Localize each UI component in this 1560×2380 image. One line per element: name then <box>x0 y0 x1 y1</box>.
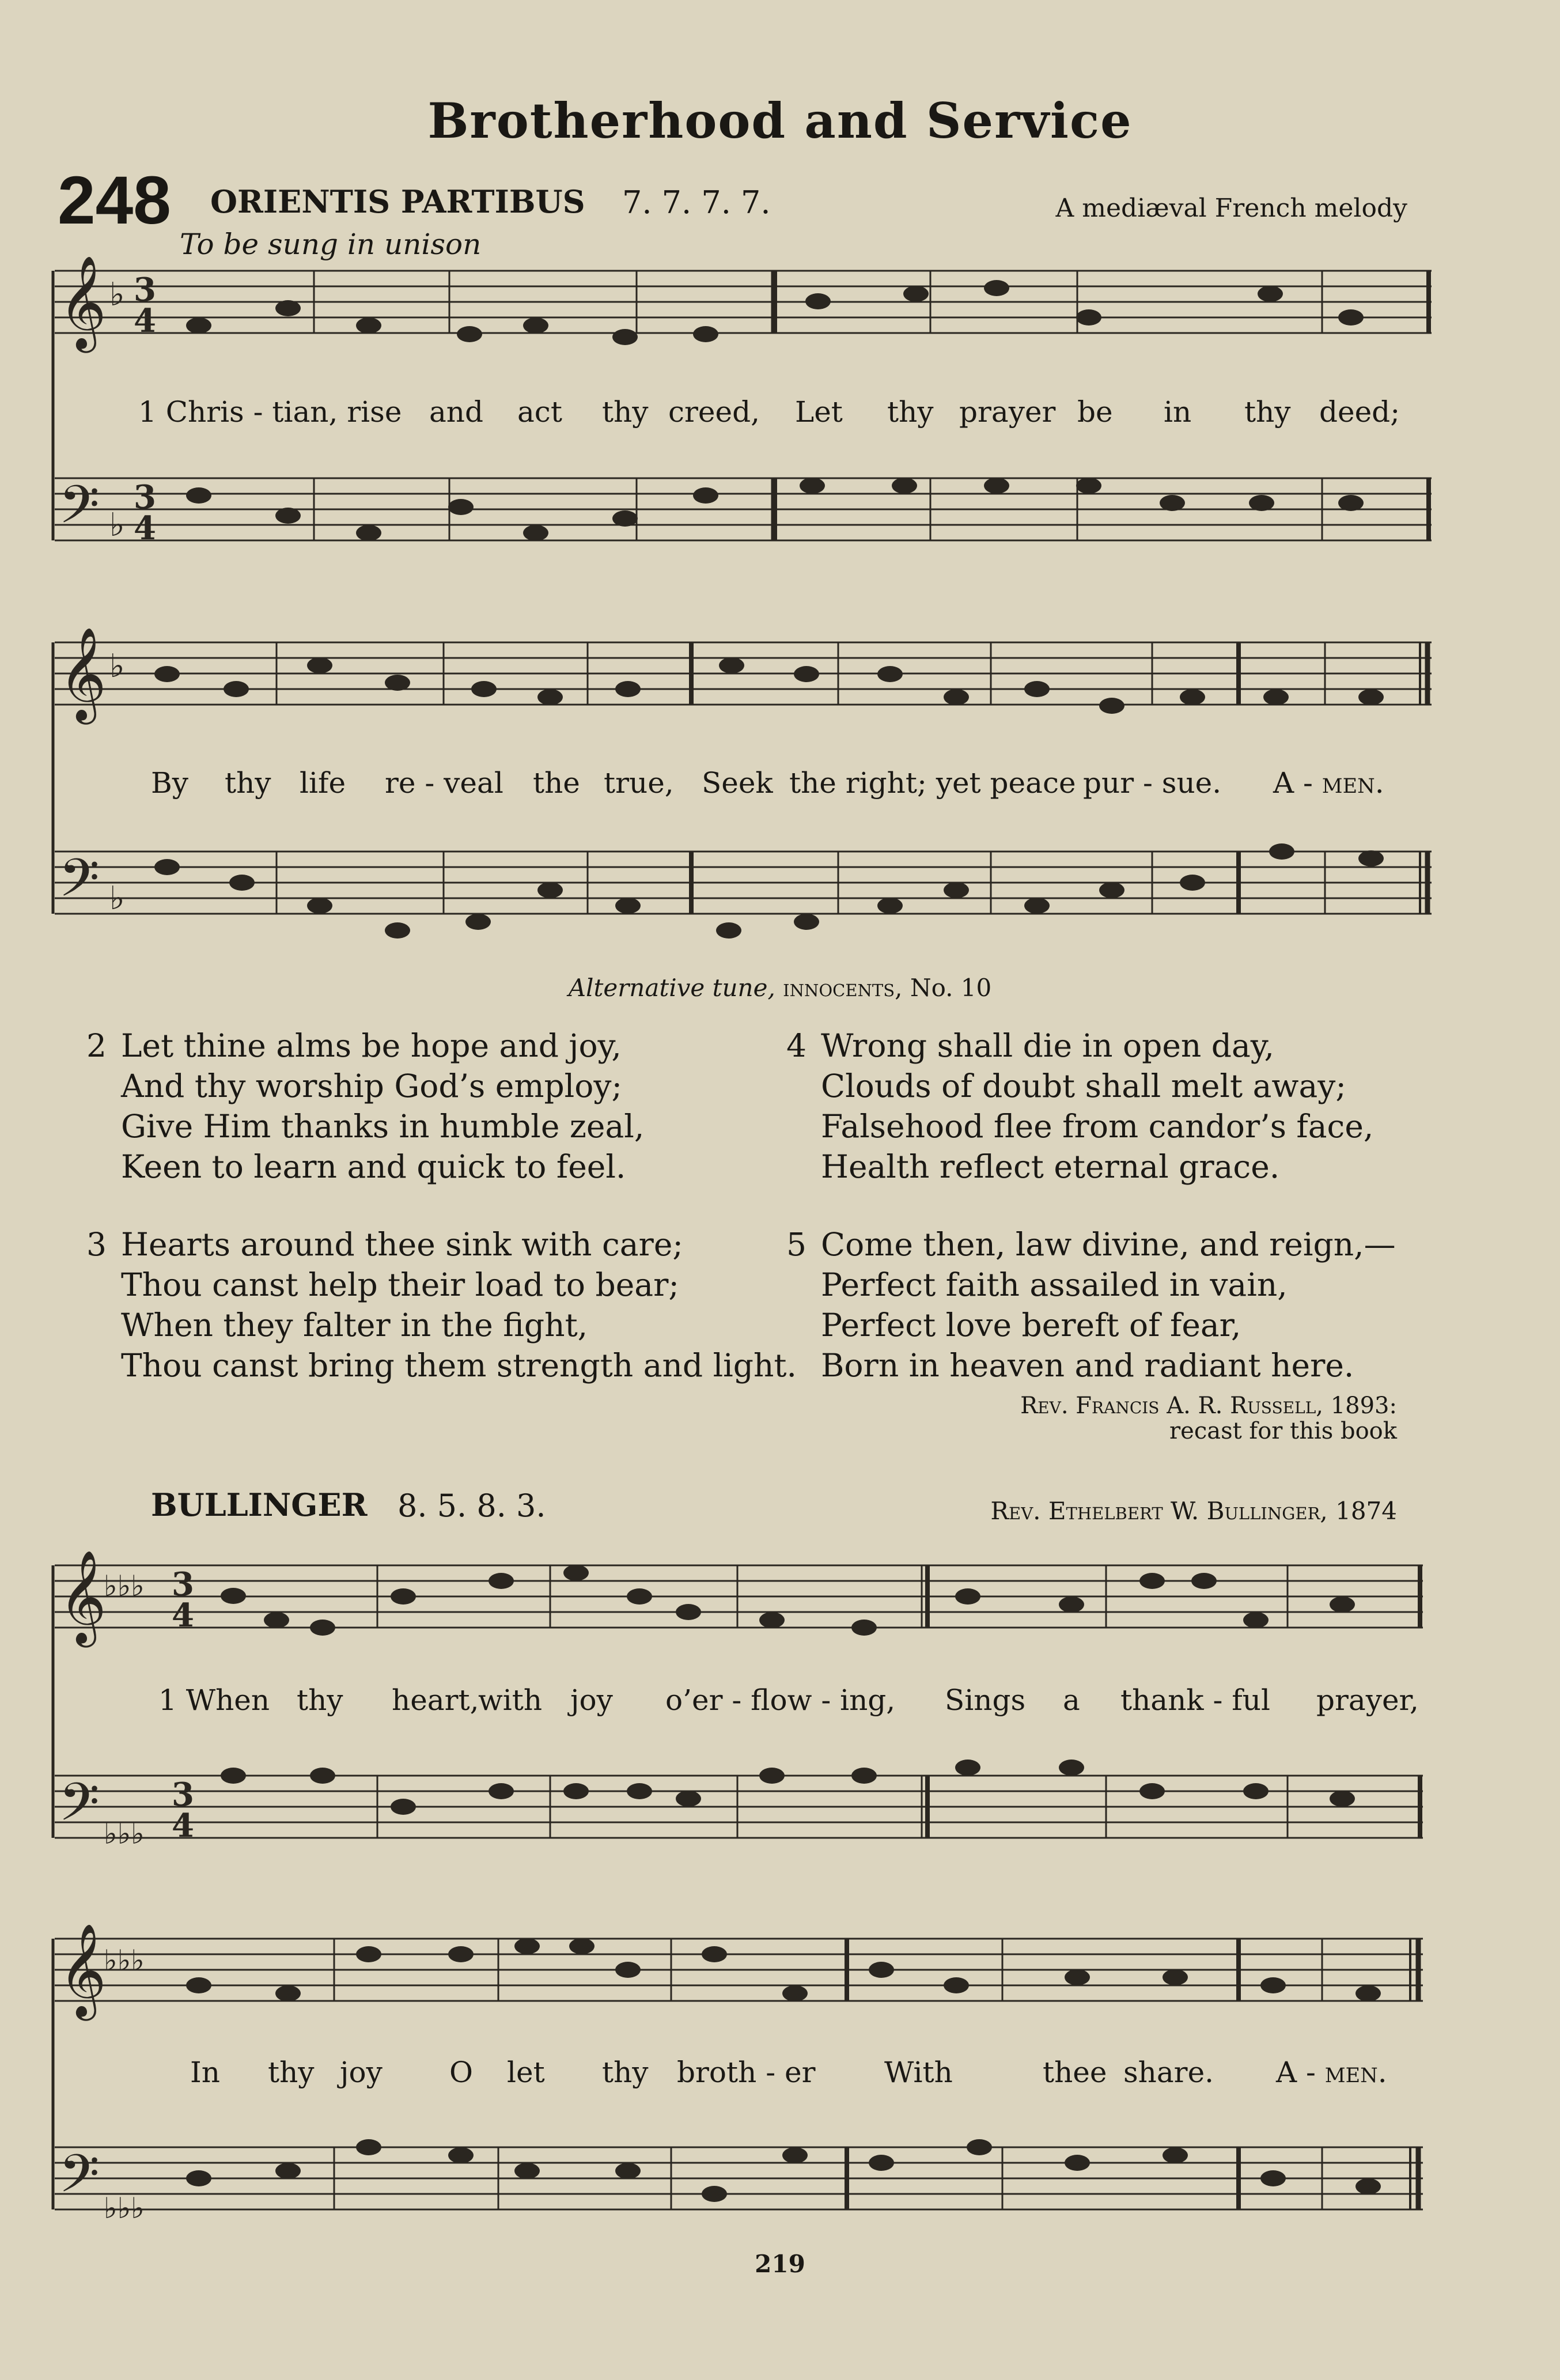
lyric-word: thy <box>887 395 934 429</box>
page-number: 219 <box>755 2250 805 2278</box>
flat-icon: ♭ <box>109 276 125 313</box>
verse-number: 4 <box>786 1027 806 1064</box>
bass-clef-icon: 𝄢 <box>59 474 100 548</box>
lyric-word: act <box>517 395 562 429</box>
lyric-word: thy <box>1244 395 1291 429</box>
verse-line: Perfect faith assailed in vain, <box>821 1266 1288 1303</box>
svg-text:3: 3 <box>134 271 156 309</box>
flat-icon: ♭♭♭ <box>104 1944 145 1977</box>
lyric-word: In <box>190 2056 220 2089</box>
verse-line: Give Him thanks in humble zeal, <box>121 1108 645 1145</box>
verse-line: Wrong shall die in open day, <box>821 1027 1275 1064</box>
lyric-word: pur - sue. <box>1083 766 1222 800</box>
staff-248-1-bass <box>55 478 1432 540</box>
verse-line: Keen to learn and quick to feel. <box>121 1148 626 1185</box>
lyric-word: thee <box>1043 2056 1107 2089</box>
svg-text:3: 3 <box>172 1776 194 1814</box>
verse-line: Thou canst bring them strength and light. <box>121 1347 797 1384</box>
lyric-word: the right; yet peace <box>789 766 1076 800</box>
staff-bullinger-1-bass <box>55 1776 1423 1838</box>
lyric-word: life <box>300 766 346 800</box>
verse-number: 3 <box>86 1226 107 1263</box>
alt-tune-label: Alternative tune, <box>568 974 775 1002</box>
svg-text:4: 4 <box>134 509 156 547</box>
lyric-word: thank - ful <box>1120 1683 1270 1717</box>
staff-248-2-bass <box>55 852 1432 914</box>
verse-line: Health reflect eternal grace. <box>821 1148 1280 1185</box>
tune-meter: 7. 7. 7. 7. <box>622 184 771 221</box>
verse-line: Come then, law divine, and reign,— <box>821 1226 1396 1263</box>
bass-clef-icon: 𝄢 <box>59 2143 100 2217</box>
flat-icon: ♭ <box>109 506 125 544</box>
tune-name: BULLINGER <box>151 1486 368 1523</box>
verse-line: Hearts around thee sink with care; <box>121 1226 683 1263</box>
staff-bullinger-2-bass <box>55 2147 1423 2209</box>
tune-attribution: A mediæval French melody <box>1055 194 1407 223</box>
lyric-word: in <box>1164 395 1192 429</box>
verse-line: Perfect love bereft of fear, <box>821 1307 1241 1344</box>
lyric-word: joy <box>340 2056 383 2089</box>
author-credit <box>1020 1393 1397 1444</box>
alt-tune-number: No. 10 <box>910 974 992 1002</box>
lyric-word: thy <box>268 2056 315 2089</box>
lyric-word: Let <box>795 395 843 429</box>
svg-text:3: 3 <box>172 1565 194 1603</box>
lyric-word: a <box>1063 1683 1080 1717</box>
lyric-word: creed, <box>668 395 760 429</box>
lyric-word: heart, <box>392 1683 479 1717</box>
lyric-word: with <box>478 1683 543 1717</box>
treble-clef-icon: 𝄞 <box>59 255 107 349</box>
lyric-word: deed; <box>1319 395 1400 429</box>
flat-icon: ♭ <box>109 880 125 917</box>
staff-248-1-treble <box>55 271 1432 333</box>
svg-text:3: 3 <box>134 478 156 516</box>
lyric-word: By <box>151 766 188 800</box>
verse-5 <box>786 1224 1396 1386</box>
svg-text:4: 4 <box>172 1807 194 1845</box>
lyric-word: prayer <box>959 395 1056 429</box>
lyric-word: 1 Chris - tian, rise <box>138 395 402 429</box>
tune-meter: 8. 5. 8. 3. <box>397 1488 546 1524</box>
lyric-word: thy <box>602 2056 649 2089</box>
lyric-word: share. <box>1123 2056 1214 2089</box>
alternative-tune <box>0 974 1560 1002</box>
lyric-word: let <box>507 2056 545 2089</box>
hymn-number: 248 <box>58 162 171 239</box>
performance-instruction: To be sung in unison <box>180 228 482 261</box>
lyric-amen: A - men. <box>1276 2056 1387 2089</box>
svg-text:4: 4 <box>172 1596 194 1634</box>
treble-clef-icon: 𝄞 <box>59 1550 107 1644</box>
verse-line: When they falter in the fight, <box>121 1307 588 1344</box>
lyric-word: thy <box>225 766 271 800</box>
lyric-word: Seek <box>702 766 773 800</box>
credit-line: recast for this book <box>1169 1418 1397 1444</box>
bass-clef-icon: 𝄢 <box>59 847 100 921</box>
lyric-word: be <box>1077 395 1113 429</box>
treble-clef-icon: 𝄞 <box>59 627 107 721</box>
verse-line: Thou canst help their load to bear; <box>121 1266 679 1303</box>
lyric-amen: A - men. <box>1273 766 1384 800</box>
verse-3 <box>86 1224 797 1386</box>
credit-line: Rev. Francis A. R. Russell, 1893: <box>1020 1393 1397 1419</box>
verse-line: And thy worship God’s employ; <box>121 1068 622 1104</box>
tune-name: ORIENTIS PARTIBUS <box>210 183 585 220</box>
verse-line: Born in heaven and radiant here. <box>821 1347 1354 1384</box>
lyric-word: joy <box>570 1683 613 1717</box>
lyric-word: true, <box>604 766 674 800</box>
lyric-word: re - veal <box>385 766 503 800</box>
lyric-word: Sings <box>945 1683 1026 1717</box>
staff-248-2-treble <box>55 642 1432 705</box>
flat-icon: ♭♭♭ <box>104 1817 145 1851</box>
bass-clef-icon: 𝄢 <box>59 1772 100 1845</box>
verse-line: Let thine alms be hope and joy, <box>121 1027 622 1064</box>
lyric-word: With <box>884 2056 953 2089</box>
verse-number: 2 <box>86 1027 107 1064</box>
svg-text:4: 4 <box>134 302 156 340</box>
tune-attribution: Rev. Ethelbert W. Bullinger, 1874 <box>990 1497 1397 1525</box>
verse-line: Falsehood flee from candor’s face, <box>821 1108 1374 1145</box>
lyric-word: and <box>429 395 484 429</box>
flat-icon: ♭♭♭ <box>104 1569 145 1603</box>
lyric-word: O <box>449 2056 473 2089</box>
flat-icon: ♭♭♭ <box>104 2192 145 2225</box>
lyric-word: thy <box>297 1683 343 1717</box>
lyric-word: o’er - flow - ing, <box>665 1683 896 1717</box>
treble-clef-icon: 𝄞 <box>59 1923 107 2017</box>
lyric-word: the <box>533 766 580 800</box>
verse-2 <box>86 1026 644 1187</box>
lyric-word: prayer, <box>1316 1683 1419 1717</box>
flat-icon: ♭ <box>109 648 125 685</box>
section-title: Brotherhood and Service <box>427 92 1133 149</box>
lyric-word: 1 When <box>158 1683 270 1717</box>
staff-bullinger-2-treble <box>55 1939 1423 2001</box>
alt-tune-name: innocents, <box>783 974 903 1002</box>
lyric-word: thy <box>602 395 649 429</box>
staff-bullinger-1-treble <box>55 1565 1423 1628</box>
verse-4 <box>786 1026 1373 1187</box>
lyric-word: broth - er <box>677 2056 816 2089</box>
verse-number: 5 <box>786 1226 806 1263</box>
verse-line: Clouds of doubt shall melt away; <box>821 1068 1346 1104</box>
